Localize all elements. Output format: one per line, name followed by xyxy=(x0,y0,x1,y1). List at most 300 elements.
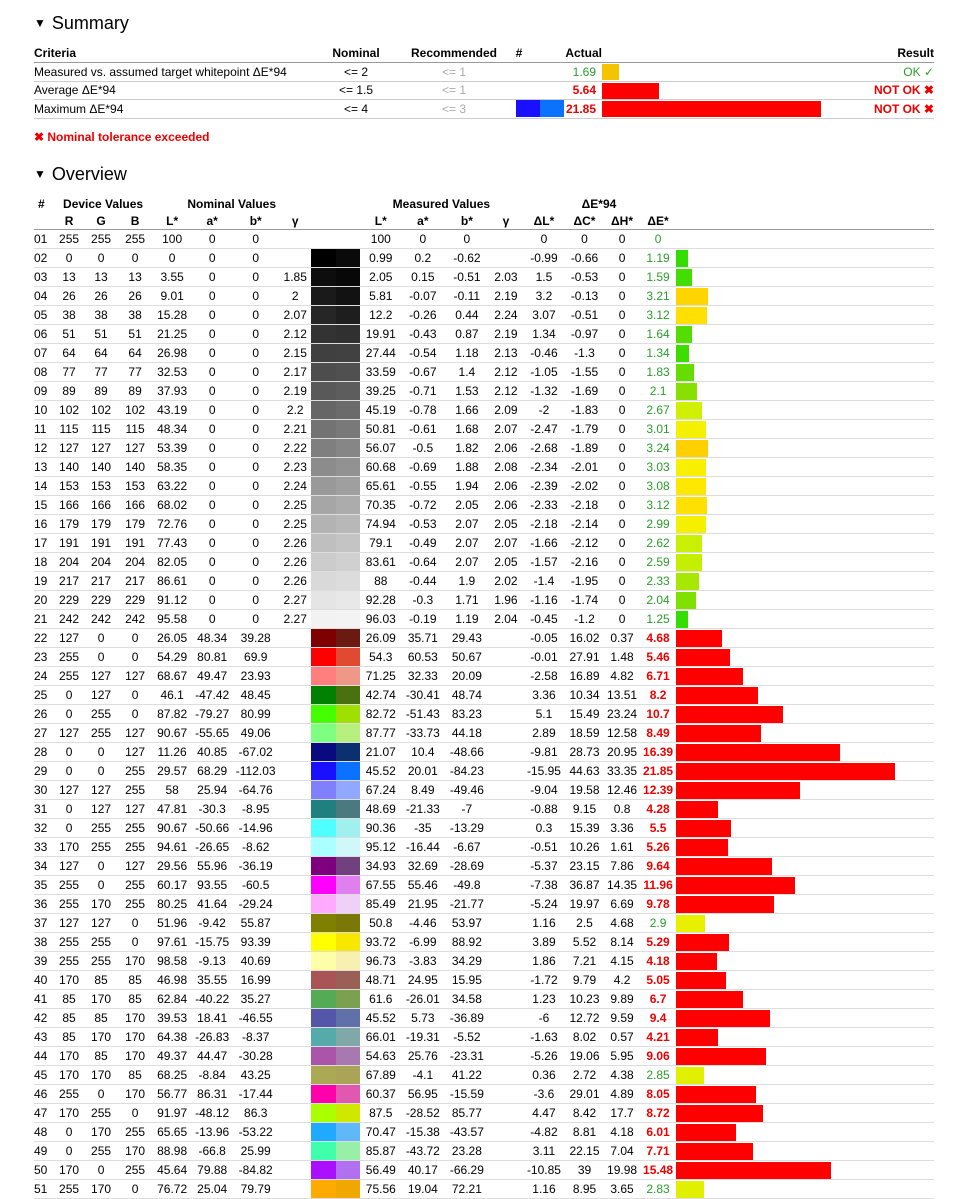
cell-nL: 91.12 xyxy=(152,591,192,610)
swatch-fill xyxy=(336,648,360,666)
de-bar-cell xyxy=(676,686,934,705)
cell-nb: 69.9 xyxy=(232,648,279,667)
cell-n: 44 xyxy=(34,1047,54,1066)
cell-ng: 2 xyxy=(279,287,311,306)
nominal-swatch xyxy=(311,648,336,667)
cell-dH: 1.48 xyxy=(604,648,641,667)
cell-dE: 3.24 xyxy=(641,439,676,458)
measured-swatch xyxy=(336,553,360,572)
cell-n: 18 xyxy=(34,553,54,572)
cell-mg xyxy=(489,914,522,933)
cell-mL: 95.12 xyxy=(360,838,401,857)
measured-swatch xyxy=(336,287,360,306)
column-header xyxy=(676,212,934,230)
swatch-fill xyxy=(311,1085,336,1103)
cell-B: 115 xyxy=(118,420,152,439)
cell-dC: -0.53 xyxy=(565,268,603,287)
measured-swatch xyxy=(336,363,360,382)
cell-dE: 5.29 xyxy=(641,933,676,952)
cell-n: 45 xyxy=(34,1066,54,1085)
cell-R: 38 xyxy=(54,306,84,325)
measured-swatch xyxy=(336,781,360,800)
cell-dL: -1.66 xyxy=(522,534,565,553)
cell-ng xyxy=(279,1180,311,1199)
cell-dL: 1.5 xyxy=(522,268,565,287)
measured-swatch xyxy=(336,591,360,610)
column-header: a* xyxy=(192,212,232,230)
patch-row xyxy=(34,1142,934,1161)
de-bar xyxy=(676,307,707,324)
cell-mL: 54.63 xyxy=(360,1047,401,1066)
cell-n: 12 xyxy=(34,439,54,458)
cell-n: 03 xyxy=(34,268,54,287)
cell-mL: 67.89 xyxy=(360,1066,401,1085)
actual-bar xyxy=(602,83,659,99)
cell-nL: 98.58 xyxy=(152,952,192,971)
patch-row xyxy=(34,1085,934,1104)
cell-ma: 32.33 xyxy=(401,667,444,686)
cell-G: 255 xyxy=(84,838,118,857)
cell-n: 20 xyxy=(34,591,54,610)
cell-mL: 93.72 xyxy=(360,933,401,952)
de-bar-cell xyxy=(676,458,934,477)
cell-G: 127 xyxy=(84,914,118,933)
cell-mg xyxy=(489,1123,522,1142)
swatch-fill xyxy=(311,914,336,932)
measured-swatch xyxy=(336,401,360,420)
cell-mL: 45.52 xyxy=(360,1009,401,1028)
cell-dE: 5.26 xyxy=(641,838,676,857)
cell-dL: -0.05 xyxy=(522,629,565,648)
cell-B: 255 xyxy=(118,762,152,781)
cell-dE: 2.33 xyxy=(641,572,676,591)
cell-nL: 86.61 xyxy=(152,572,192,591)
measured-swatch xyxy=(336,857,360,876)
cell-mg: 2.24 xyxy=(489,306,522,325)
measured-swatch xyxy=(336,1123,360,1142)
swatch-fill xyxy=(336,743,360,761)
de-bar-cell xyxy=(676,933,934,952)
nominal-swatch xyxy=(311,1104,336,1123)
column-header: b* xyxy=(444,212,489,230)
cell-dL: 4.47 xyxy=(522,1104,565,1123)
swatch-fill xyxy=(311,838,336,856)
summary-header-row xyxy=(34,44,934,63)
cell-nb: 0 xyxy=(232,420,279,439)
de-bar xyxy=(676,326,692,343)
cell-na: 0 xyxy=(192,477,232,496)
cell-B: 191 xyxy=(118,534,152,553)
swatch-fill xyxy=(336,287,360,305)
patch-row xyxy=(34,743,934,762)
cell-G: 255 xyxy=(84,1142,118,1161)
cell-ma: 35.71 xyxy=(401,629,444,648)
de-bar-cell xyxy=(676,325,934,344)
cell-mL: 39.25 xyxy=(360,382,401,401)
cell-dL: -6 xyxy=(522,1009,565,1028)
cell-ng xyxy=(279,762,311,781)
de-bar xyxy=(676,649,731,666)
swatch-fill xyxy=(311,363,336,381)
swatch-fill xyxy=(311,705,336,723)
cell-dC: 19.58 xyxy=(565,781,603,800)
cell-ng xyxy=(279,895,311,914)
swatch-fill xyxy=(311,800,336,818)
cell-n: 14 xyxy=(34,477,54,496)
cell-G: 204 xyxy=(84,553,118,572)
patch-row xyxy=(34,477,934,496)
patch-row xyxy=(34,591,934,610)
swatch-fill xyxy=(336,534,360,552)
count-cell xyxy=(504,81,534,100)
cell-nL: 26.98 xyxy=(152,344,192,363)
measured-swatch xyxy=(336,952,360,971)
patch-row xyxy=(34,249,934,268)
cell-nb: 0 xyxy=(232,496,279,515)
measured-swatch xyxy=(336,648,360,667)
cell-B: 127 xyxy=(118,439,152,458)
summary-table xyxy=(34,44,934,119)
result-cell: NOT OK ✖ xyxy=(842,100,934,119)
summary-row xyxy=(34,81,934,100)
swatch-fill xyxy=(311,534,336,552)
cell-ng: 2.23 xyxy=(279,458,311,477)
cell-mg xyxy=(489,648,522,667)
cell-dL: 2.89 xyxy=(522,724,565,743)
swatch-fill xyxy=(336,686,360,704)
nominal-swatch xyxy=(311,857,336,876)
nominal-swatch xyxy=(311,629,336,648)
cell-mg xyxy=(489,1180,522,1199)
cell-ma: -28.52 xyxy=(401,1104,444,1123)
cell-ma: -0.61 xyxy=(401,420,444,439)
cell-dL: -2.18 xyxy=(522,515,565,534)
cell-B: 77 xyxy=(118,363,152,382)
de-bar xyxy=(676,440,708,457)
cell-G: 255 xyxy=(84,952,118,971)
cell-ng xyxy=(279,876,311,895)
cell-dL: 5.1 xyxy=(522,705,565,724)
cell-G: 85 xyxy=(84,1009,118,1028)
cell-na: 44.47 xyxy=(192,1047,232,1066)
nominal-swatch xyxy=(311,344,336,363)
cell-dL: -2.39 xyxy=(522,477,565,496)
cell-dH: 3.36 xyxy=(604,819,641,838)
cell-R: 140 xyxy=(54,458,84,477)
overview-toggle[interactable] xyxy=(34,164,127,185)
cell-mg xyxy=(489,1085,522,1104)
cell-R: 255 xyxy=(54,1180,84,1199)
cell-dC: 19.97 xyxy=(565,895,603,914)
patch-row xyxy=(34,230,934,249)
cell-mb: 2.05 xyxy=(444,496,489,515)
cell-mb: 1.9 xyxy=(444,572,489,591)
swatch-fill xyxy=(336,1142,360,1160)
nominal-cell: <= 1.5 xyxy=(308,81,404,100)
measured-swatch xyxy=(336,895,360,914)
swatch-fill xyxy=(336,268,360,286)
cell-dH: 7.04 xyxy=(604,1142,641,1161)
cell-mg xyxy=(489,895,522,914)
cell-ng xyxy=(279,648,311,667)
cell-nb: 0 xyxy=(232,458,279,477)
de-bar-cell xyxy=(676,515,934,534)
swatch-fill xyxy=(311,344,336,362)
count-header: # xyxy=(504,44,534,63)
cell-dH: 0 xyxy=(604,572,641,591)
cell-dC: -1.83 xyxy=(565,401,603,420)
cell-nL: 68.02 xyxy=(152,496,192,515)
cell-mb: 53.97 xyxy=(444,914,489,933)
cell-R: 85 xyxy=(54,1028,84,1047)
cell-n: 35 xyxy=(34,876,54,895)
swatch-fill xyxy=(336,952,360,970)
cell-mg xyxy=(489,1009,522,1028)
cell-dL: 3.2 xyxy=(522,287,565,306)
cell-na: 0 xyxy=(192,572,232,591)
cell-G: 38 xyxy=(84,306,118,325)
cell-mL: 90.36 xyxy=(360,819,401,838)
measured-swatch xyxy=(336,325,360,344)
measured-swatch xyxy=(336,496,360,515)
cell-nL: 87.82 xyxy=(152,705,192,724)
cell-ng xyxy=(279,230,311,249)
patch-row xyxy=(34,895,934,914)
de-bar-cell xyxy=(676,781,934,800)
cell-dL: 1.34 xyxy=(522,325,565,344)
patch-row xyxy=(34,781,934,800)
cell-G: 170 xyxy=(84,990,118,1009)
de-bar-cell xyxy=(676,724,934,743)
cell-na: -48.12 xyxy=(192,1104,232,1123)
cell-R: 255 xyxy=(54,648,84,667)
cell-R: 191 xyxy=(54,534,84,553)
cell-mg xyxy=(489,857,522,876)
cell-dC: -0.97 xyxy=(565,325,603,344)
cell-dH: 0 xyxy=(604,553,641,572)
de-bar-cell xyxy=(676,743,934,762)
swatch-fill xyxy=(336,819,360,837)
collapse-triangle-icon: ▼ xyxy=(34,167,46,181)
cell-nL: 64.38 xyxy=(152,1028,192,1047)
de-bar xyxy=(676,839,729,856)
cell-ng: 2.21 xyxy=(279,420,311,439)
cell-ma: 55.46 xyxy=(401,876,444,895)
swatch-fill xyxy=(311,724,336,742)
cell-nL: 56.77 xyxy=(152,1085,192,1104)
cell-mL: 12.2 xyxy=(360,306,401,325)
swatch-fill xyxy=(311,325,336,343)
cell-dL: -2.33 xyxy=(522,496,565,515)
measured-swatch xyxy=(336,249,360,268)
patch-swatch xyxy=(540,100,564,117)
cell-n: 21 xyxy=(34,610,54,629)
cell-mb: 1.94 xyxy=(444,477,489,496)
cell-n: 40 xyxy=(34,971,54,990)
cell-na: -15.75 xyxy=(192,933,232,952)
cell-G: 89 xyxy=(84,382,118,401)
measured-values-header: Measured Values xyxy=(392,196,491,211)
cell-nL: 82.05 xyxy=(152,553,192,572)
cell-mg xyxy=(489,800,522,819)
cell-ng xyxy=(279,1047,311,1066)
cell-mg: 2.06 xyxy=(489,439,522,458)
cell-dH: 9.59 xyxy=(604,1009,641,1028)
de-bar-cell xyxy=(676,762,934,781)
swatch-fill xyxy=(336,1028,360,1046)
patch-row xyxy=(34,1028,934,1047)
cell-G: 170 xyxy=(84,1028,118,1047)
cell-G: 0 xyxy=(84,1085,118,1104)
cell-dE: 1.19 xyxy=(641,249,676,268)
cell-ma: -0.44 xyxy=(401,572,444,591)
summary-row xyxy=(34,100,934,119)
swatch-fill xyxy=(336,933,360,951)
swatch-fill xyxy=(336,572,360,590)
cell-R: 170 xyxy=(54,838,84,857)
measured-swatch xyxy=(336,876,360,895)
cell-nb: -112.03 xyxy=(232,762,279,781)
nominal-swatch xyxy=(311,724,336,743)
cell-ma: -15.38 xyxy=(401,1123,444,1142)
nominal-swatch xyxy=(311,952,336,971)
cell-G: 0 xyxy=(84,876,118,895)
cell-dL: -4.82 xyxy=(522,1123,565,1142)
measured-swatch xyxy=(336,971,360,990)
nominal-swatch xyxy=(311,382,336,401)
de-bar xyxy=(676,364,694,381)
cell-nL: 26.05 xyxy=(152,629,192,648)
cell-nb: 0 xyxy=(232,287,279,306)
cell-ma: 60.53 xyxy=(401,648,444,667)
swatch-fill xyxy=(311,610,336,628)
cell-ng xyxy=(279,914,311,933)
cell-na: 0 xyxy=(192,515,232,534)
cell-G: 191 xyxy=(84,534,118,553)
patch-row xyxy=(34,1161,934,1180)
collapse-triangle-icon: ▼ xyxy=(34,16,46,30)
cell-mb: 0.44 xyxy=(444,306,489,325)
recommended-cell: <= 1 xyxy=(404,81,504,100)
cell-mb: -6.67 xyxy=(444,838,489,857)
patch-row xyxy=(34,629,934,648)
de-bar xyxy=(676,459,706,476)
cell-na: 0 xyxy=(192,439,232,458)
nominal-swatch xyxy=(311,686,336,705)
cell-mL: 34.93 xyxy=(360,857,401,876)
cell-nb: 23.93 xyxy=(232,667,279,686)
patch-row xyxy=(34,496,934,515)
de-bar-cell xyxy=(676,1009,934,1028)
cell-R: 0 xyxy=(54,819,84,838)
nominal-header: Nominal xyxy=(308,44,404,63)
cell-dE: 2.9 xyxy=(641,914,676,933)
nominal-swatch xyxy=(311,591,336,610)
cell-G: 170 xyxy=(84,1066,118,1085)
cell-dH: 33.35 xyxy=(604,762,641,781)
summary-toggle[interactable] xyxy=(34,13,129,34)
cell-mL: 75.56 xyxy=(360,1180,401,1199)
swatch-fill xyxy=(311,1180,336,1198)
nominal-swatch xyxy=(311,534,336,553)
cell-dE: 1.34 xyxy=(641,344,676,363)
de-bar xyxy=(676,402,703,419)
cell-nL: 47.81 xyxy=(152,800,192,819)
overview-title: Overview xyxy=(51,164,127,184)
cell-n: 05 xyxy=(34,306,54,325)
cell-na: 0 xyxy=(192,268,232,287)
cell-dE: 3.01 xyxy=(641,420,676,439)
de-bar-cell xyxy=(676,1161,934,1180)
measured-swatch xyxy=(336,230,360,249)
cell-mb: 34.58 xyxy=(444,990,489,1009)
swatch-fill xyxy=(336,477,360,495)
cell-na: 48.34 xyxy=(192,629,232,648)
swatch-fill xyxy=(311,743,336,761)
nominal-swatch xyxy=(311,1142,336,1161)
cell-n: 07 xyxy=(34,344,54,363)
cell-na: -26.65 xyxy=(192,838,232,857)
cell-mg: 2.06 xyxy=(489,477,522,496)
cell-dL: -0.46 xyxy=(522,344,565,363)
cell-n: 23 xyxy=(34,648,54,667)
cell-ng: 2.17 xyxy=(279,363,311,382)
de-bar-cell xyxy=(676,439,934,458)
cell-mL: 67.55 xyxy=(360,876,401,895)
swatch-fill xyxy=(336,382,360,400)
cell-dE: 3.21 xyxy=(641,287,676,306)
cell-ma: 0.2 xyxy=(401,249,444,268)
patch-row xyxy=(34,287,934,306)
cell-nL: 46.1 xyxy=(152,686,192,705)
cell-dC: 36.87 xyxy=(565,876,603,895)
cell-nb: 0 xyxy=(232,363,279,382)
nominal-swatch xyxy=(311,876,336,895)
cell-ng xyxy=(279,800,311,819)
cell-B: 255 xyxy=(118,1123,152,1142)
measured-swatch xyxy=(336,382,360,401)
nominal-swatch xyxy=(311,1180,336,1199)
nominal-swatch xyxy=(311,287,336,306)
cell-R: 242 xyxy=(54,610,84,629)
cell-nb: -14.96 xyxy=(232,819,279,838)
column-header: ΔE* xyxy=(641,212,676,230)
cell-R: 85 xyxy=(54,990,84,1009)
cell-ng xyxy=(279,724,311,743)
cell-mg xyxy=(489,743,522,762)
column-header: L* xyxy=(360,212,401,230)
cell-mL: 65.61 xyxy=(360,477,401,496)
cell-n: 48 xyxy=(34,1123,54,1142)
de-bar-cell xyxy=(676,268,934,287)
cell-mg xyxy=(489,876,522,895)
cell-dE: 1.25 xyxy=(641,610,676,629)
criteria-cell: Average ΔE*94 xyxy=(34,81,308,100)
cell-dH: 0 xyxy=(604,230,641,249)
de-bar xyxy=(676,877,796,894)
nominal-swatch xyxy=(311,895,336,914)
cell-ng xyxy=(279,857,311,876)
cell-G: 127 xyxy=(84,800,118,819)
actual-bar-cell xyxy=(602,81,842,100)
swatch-fill xyxy=(311,648,336,666)
de-bar xyxy=(676,991,743,1008)
cell-n: 30 xyxy=(34,781,54,800)
cell-ng: 2.25 xyxy=(279,515,311,534)
cell-nb: -17.44 xyxy=(232,1085,279,1104)
cell-ng xyxy=(279,952,311,971)
cell-dH: 12.58 xyxy=(604,724,641,743)
